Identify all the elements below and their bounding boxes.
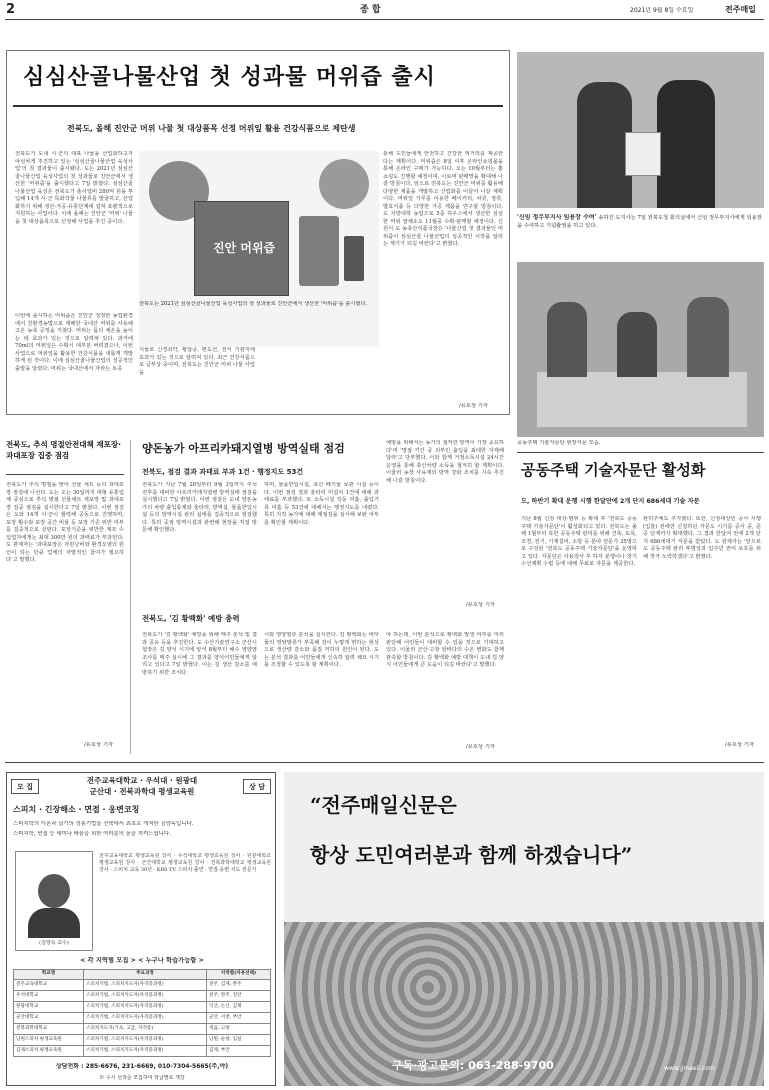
table-cell: 김제스피치 평생교육원 (14, 1046, 84, 1057)
table-cell: 전북과학대학교 (14, 1024, 84, 1035)
issue-date: 2021년 9월 8일 수요일 (630, 7, 694, 14)
right-col2: 관리주체도 추가했다. 또한, 신청대상인 공사 시행(입찰) 전에만 신청하던 자문도 시기를 공사 중, 준공 단계까지 확대했다. 그 결과 한달여 만에 2개 단지 686세대가 자문을 받았다. 도 관계자는 '앞으로도 공동주택 관리 투명성과 입주민 권익 보호를 위해 적극 노력하겠다'고 밝혔다. (643, 516, 761, 560)
table-cell: 전주, 김제, 완주 (207, 980, 271, 991)
portrait-caption: (김양옥 교수) (39, 940, 69, 946)
table-header-row (14, 970, 271, 980)
table-row (14, 1035, 271, 1046)
portrait-head (38, 874, 70, 908)
ad-career: 전주교육대학교 평생교육원 강사 · 우석대학교 평생교육원 강사 · 원광대학교 평생교육원 강사 · 군산대학교 평생교육원 강사 · 전북과학대학교 평생교육원 강사 · 스피치 교육 30년 · KBS TV 스피치 출연 · 면접·웅변 지도 전문가 (99, 853, 271, 874)
table-cell: 군산대학교 (14, 1013, 84, 1024)
right-byline: /유호상 기자 (725, 742, 755, 748)
lead-headline-rule (13, 105, 503, 107)
table-cell: 스피치기법, 스피치지도자(자격증과정) (84, 1046, 207, 1057)
person-3 (687, 297, 729, 377)
masthead-name: 전주매일 (725, 5, 756, 14)
ads-top-rule (5, 762, 764, 763)
left-brief-body: 전북도가 추석 명절을 맞아 선물 세트 등의 과대포장 점검에 나선다. 도는 오는 30일까지 대형 유통업체 중심으로 추석 명절 선물세트 제포장 및 과대포장 집중 점검을 실시한다고 7일 밝혔다. 이번 점검은 도와 14개 시·군이 협력해 공동으로 진행하며, 포장 횟수와 포장 공간 비율 등 포장 기준 위반 여부를 집중적으로 살핀다. 포장기준을 위반한 제조 수입업자에게는 최대 300만 원의 과태료가 부과된다. 도 관계자는 '과대포장은 자원낭비와 환경오염의 원인이 되는 만큼 업체의 자발적인 참여가 필요하다'고 말했다. (6, 482, 124, 564)
table-row (14, 1013, 271, 1024)
appointment-caption-head: '신임 정무부지사 임용장 수여' (517, 214, 597, 221)
ad-course-table (13, 969, 271, 1057)
table-header: 학교명 (14, 970, 84, 980)
ad-tag-consult: 상 담 (243, 779, 271, 794)
appointment-photo (517, 52, 764, 208)
lead-story (6, 50, 510, 415)
table-header: 지역별(자유선택) (207, 970, 271, 980)
ad-table-body (14, 980, 271, 1057)
lead-byline: /유호상 기자 (459, 403, 489, 409)
lead-col2: 이번에 출시하는 머위즙은 진안군 청정한 농업환경에서 친환경농법으로 재배한 국내산 머위를 사용해 고온 농축 공정을 거쳤다. 머위는 몸의 체온을 높이는 데 효과가 있는 것으로 알려져 있다. 과거에 70ml의 머위잎은 수확시 대부분 버려졌으나, 이번 사업으로 머위잎을 활용한 건강식품을 새롭게 개발하게 된 것이다. 이에 심심산골나물산업의 성공적인 출발을 알렸다. 머위는 국내산에서 자라는 토종 (15, 313, 133, 372)
ad-slogan-line2: 항상 도민여러분과 함께 하겠습니다” (310, 843, 633, 867)
table-header: 주요과정 (84, 970, 207, 980)
table-cell: 익산, 논산, 김제 (207, 1002, 271, 1013)
person-2 (617, 312, 657, 377)
person-left (577, 82, 632, 208)
mid2-headline: 전북도, '김 황백화' 예방 총력 (142, 614, 240, 623)
person-right (657, 80, 715, 208)
left-brief-rule (6, 474, 124, 475)
table-cell: 김제, 부안 (207, 1046, 271, 1057)
appointment-caption-text: 송하진 도지사는 7일 전북도청 회의실에서 신임 정무부지사에게 임용장을 수여하고 기념촬영을 하고 있다. (517, 215, 762, 229)
right-headline: 공동주택 기술자문단 활성화 (521, 461, 706, 479)
table-cell: 우석대학교 (14, 991, 84, 1002)
mid1-col3: 예방을 위해서는 농가의 철저한 방역이 가장 중요하다'며 '명절 기간 중 외부인 출입을 최대한 자제해 달라'고 당부했다. 이와 함께 거점소독시설 24시간 운영을 통해 축산차량 소독을 철저히 할 계획이다. 이울러 농장 사육제외 방역 강화 조치를 지속 추진해 나갈 방침이다. (386, 440, 504, 484)
portrait-body (28, 908, 80, 938)
right-story (517, 452, 764, 754)
mid1-subhead: 전북도, 점검 결과 과태료 부과 1건 · 행정지도 53건 (142, 468, 304, 476)
ad-note: ※ 수시 선착순 모집하여 학급별로 개강 (99, 1075, 185, 1081)
right-story-top-rule (517, 452, 764, 453)
table-cell: 군산, 서천, 부안 (207, 1013, 271, 1024)
table-cell: 정읍, 고창 (207, 1024, 271, 1035)
table-row (14, 1046, 271, 1057)
lead-col3: 식물로 신경쇠약, 황달증, 편도선, 천식 기관지에 효과가 있는 것으로 알려져 있다. 최근 건강식품으로 급부상 중이며, 전북도는 진안군 머위 나물 사업을 (139, 347, 255, 376)
table-row (14, 980, 271, 991)
table-cell: 전주교육대학교 (14, 980, 84, 991)
ad-course-line: 스피치 · 긴장해소 · 면접 · 웅변코칭 (13, 805, 140, 814)
mid2-col3: 야 하는데, 이번 분석으로 황백화 발생 여부를 미리 판단해 어민들이 대비할 수 있을 것으로 기대하고 있다. 이울러 군산·고창 앞바다의 수온 변화도 함께 관측할 방침이다. 김 황백화 예방 대책이 도내 김 양식 어민들에게 큰 도움이 되길 바란다'고 말했다. (386, 632, 504, 669)
table-cell: 스피치기법, 스피치지도자(자격증과정) (84, 1013, 207, 1024)
lead-col4: 통해 도민들에게 안전하고 건강한 먹거리를 제공한다는 계획이다. 머위즙은 8일 이후 온라인쇼핑몰을 통해 온라인 구매가 가능하다. 오는 10월부터는 홈쇼핑도 진행할 예정이며, 이로써 판매망을 확대해 나갈 방침이다. 앞으로 전북도는 진안군 머위를 활용해 다양한 제품을 개발하고 산업화를 이끌어 나갈 계획이다. 머위잎 가루를 이용한 베이커리, 차류, 장류, 발효식품 등 다양한 가공 제품을 연구할 방침이다. 도 지방대학 농업으로 5종 하우스에서 생산한 심심한 머위 쌈채소도 11월중 수확·판매할 예정이다. 신원식 도 농축산식품국장은 '나물산업 첫 결과물인 머위즙이 심심산골 나물산업의 성공적인 시작을 알리는 계기가 되길 바란다'고 밝혔다. (383, 151, 503, 248)
mid-story-2 (136, 612, 511, 754)
person-1 (547, 302, 587, 377)
mid-divider-vertical (130, 440, 131, 754)
mid2-col2: 시와 영양염류 분석을 실시한다. 김 황백화는 바닷물의 영양염류가 부족해 김이 누렇게 변하는 현상으로 생산량 감소와 품질 저하의 원인이 된다. 도는 분석 결과를 어민들에게 신속히 알려 채묘 시기를 조정할 수 있도록 할 계획이다. (264, 632, 379, 669)
left-brief-byline: /유호상 기자 (84, 742, 114, 748)
mid1-col2: 하며, 물품반입시설, 축산 폐기물 보관 시설 등이다. 이번 점검 결과 울타리 미설치 1건에 대해 과태료를 부과했다. 또 소독시설 작동 미흡, 출입기록 미흡 등 53건에 대해서는 행정지도를 내렸다. 특히 지적 농가에 대해 재점검을 실시해 보완 여부를 확인할 계획이다. (264, 482, 379, 526)
paper-ad (284, 772, 764, 1086)
academy-ad (6, 772, 276, 1086)
table-cell: 남원, 순창, 임실 (207, 1035, 271, 1046)
table-row (14, 1024, 271, 1035)
ad-contact: 상담전화 : 285-6676, 231-6669, 010-7304-5665(주,야) (55, 1063, 229, 1070)
lead-headline: 심심산골나물산업 첫 성과물 머위즙 출시 (23, 64, 436, 90)
ad-intro: 스피치학의 이론과 실기의 정통기법을 전북에서 최초로 개척한 김양옥입니다. (13, 821, 194, 827)
ad-table-title: < 각 지역별 모집 > < 누구나 학습가능함 > (80, 957, 204, 964)
table-cell: 스피치기법, 스피치지도자(자격증과정) (84, 1035, 207, 1046)
header-rule (5, 19, 764, 20)
ad-tag-recruit: 모 집 (11, 779, 39, 794)
advisory-photo-caption: 공동주택 기술자문단 현장자문 모습. (517, 440, 601, 446)
mid-story-1 (136, 440, 511, 612)
appointment-caption (517, 214, 764, 244)
right-col1: 지난 8월 신청 대상·범위 등 확대 후 '전북도 공동주택 기술자문단'이 활성화되고 있다. 전북도는 올해 1월부터 북한 공동주택 관리를 위해 건축, 토목, 조경, 전기, 기계설비, 소방 등 분야 전문가 35명으로 구성된 '전북도 공동주택 기술자문단'을 운영하고 있다. 자문단은 사용검사 후 하자 분쟁이나 장기수선계획 수립 등에 대해 무료로 자문을 제공한다. (521, 516, 637, 568)
table-cell: 남원스피치 평생교육원 (14, 1035, 84, 1046)
juice-box-image (194, 201, 289, 296)
ad-portrait-frame (15, 851, 93, 951)
advisory-photo (517, 262, 764, 437)
table-cell: 스피치기법, 스피치지도자(자격증과정) (84, 1002, 207, 1013)
table-cell: 스피치기법, 스피치지도자(자격증과정) (84, 991, 207, 1002)
product-photo-caption: 전북도는 2021년 심심산골나물산업 육성사업의 첫 성과물로 진안군에서 생산한 '머위즙'을 출시했다. (139, 301, 367, 307)
page-header (0, 0, 769, 20)
ad-slogan-line1: “전주매일신문은 (310, 793, 457, 817)
lead-col1: 전북도가 도내 시·군의 대표 나물을 산업화하고자 야심차게 추진하고 있는 '심심산골나물산업 육성사업'의 첫 결과물이 출시됐다. 도는 2021년 심심산골나물산업 육성사업의 첫 성과물로 진안군에서 생산한 '머위즙'을 출시했다고 7일 밝혔다. 심심산골나물산업 육성은 전북도가 총사업비 280억 원을 투입해 14개 시·군 특화작물 나물류를 발굴하고, 산업화하기 위해 생산·가공·유통단계에 걸쳐 포괄적으로 지원하는 사업이다. 이에 올해는 진안군 '머위' 나물을 첫 대상품목으로 선정해 사업을 추진 중이다. (15, 151, 133, 225)
ad-school-line1: 전주교육대학교 · 우석대 · 원광대 (86, 776, 198, 785)
ad-intro2: 스피치학, 면접 등 세미나 배움을 위한 여러분의 꿈을 지켜드립니다. (13, 831, 171, 837)
page-number: 2 (6, 2, 16, 17)
table-cell: 스피치기법, 스피치지도자(자격증과정) (84, 980, 207, 991)
leaf-decoration-2 (319, 159, 369, 209)
left-brief (6, 440, 126, 752)
mid1-col1: 전북도가 지난 7월 28일부터 9월 3일까지 추석 전후를 대비한 아프리카돼지열병 방역실태 점검을 실시했다고 7일 밝혔다. 이번 점검은 도내 양돈농가의 차량 출입통제와 울타리, 방역실, 물품반입시설 등의 방역시설 관리 실태를 집중적으로 점검했다. 특히 중점 방역시설과 관련해 현장을 직접 방문해 확인했다. (142, 482, 257, 534)
ad-school-line2: 군산대 · 전북과학대 평생교육원 (89, 787, 195, 796)
table-cell: 스피치지도자(기초, 고급, 자격증) (84, 1024, 207, 1035)
juice-box-label: 진안 머위즙 (213, 241, 276, 255)
table-cell: 원광대학교 (14, 1002, 84, 1013)
juice-pouch-image (299, 216, 339, 286)
mid2-byline: /유호상 기자 (466, 744, 496, 750)
ad-url: www.jjmaeil.com (664, 1065, 715, 1072)
mid1-byline: /유호상 기자 (466, 602, 496, 608)
table-cell: 전주, 완주, 진안 (207, 991, 271, 1002)
lead-subhead: 전북도, 올해 진안군 머위 나물 첫 대상품목 선정 머위잎 활용 건강식품으로 제탄생 (67, 123, 356, 133)
certificate-board (625, 132, 661, 176)
section-name: 종 합 (360, 5, 381, 15)
mid1-headline: 양돈농가 아프리카돼지열병 방역실태 점검 (142, 442, 345, 455)
mid2-col1: 전북도가 '김 황백화' 예방을 위해 매주 분석 및 결과 공유 등을 추진한다. 도 수산기술연구소 군산시험장은 김 양식 시기에 앞서 8월부터 해수 영양염 조사를 매주 실시해 그 결과를 양식어민들에게 알리고 있다고 7일 밝혔다. 이는 김 생산 감소를 예방하기 위한 조치다. (142, 632, 257, 676)
meeting-table (537, 372, 747, 427)
left-brief-headline: 전북도, 추석 명절안전대책 재포장·과대포장 집중 점검 (6, 440, 121, 460)
ad-phone: 구독·광고문의: 063-288-9700 (392, 1059, 554, 1072)
juice-glass-image (344, 236, 364, 281)
right-subhead: 도, 하반기 확대 운행 시행 한달만에 2개 단지 686세대 기술 자문 (521, 498, 700, 505)
table-row (14, 1002, 271, 1013)
table-row (14, 991, 271, 1002)
